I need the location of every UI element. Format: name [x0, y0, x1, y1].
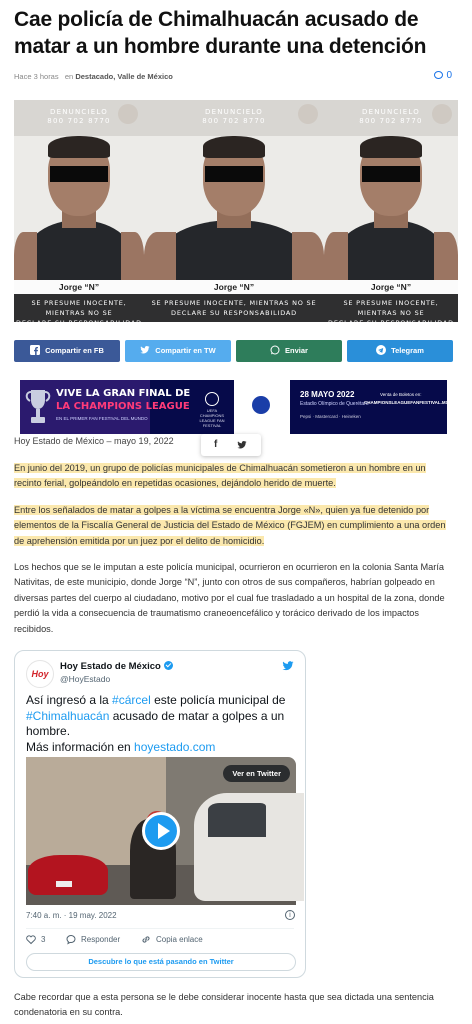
ad-tickets-site: CHAMPIONSLEAGUEFANFESTIVAL.MX [364, 400, 449, 405]
presumption-disclaimer: SE PRESUME INOCENTE, MIENTRAS NO SE DECLARE SU RESPONSABILIDAD [144, 294, 324, 322]
share-twitter-button[interactable]: Compartir en TW [125, 340, 231, 362]
tweet-actions [26, 935, 296, 947]
avatar[interactable]: Hoy [26, 660, 54, 688]
heart-icon [26, 935, 36, 944]
suspect-name: Jorge “N” [144, 280, 324, 294]
paragraph-3: Los hechos que se le imputan a este policía municipal, ocurrieron en ocurrieron en la colonia Santa María Nativitas, de este municipio, donde Jorge “N”, junto con otros de sus compañeros, habrían golpeado en diversas partes del cuerpo al ciudadano, motivo por el cual fue trasladado a un hospital de la zona, donde perdió la vida a consecuencia de traumatismo craneoencefálico y torácico derivado de los impactos recibidos. [14, 562, 445, 634]
time-ago: Hace 3 horas [14, 72, 59, 81]
copy-link-label: Copia enlace [156, 935, 203, 944]
censor-bar [205, 166, 263, 182]
ad-sponsors: Pepsi · Mastercard · Heineken [300, 414, 361, 419]
pepsi-logo-icon [252, 396, 270, 414]
pepsi-logo-panel [234, 380, 290, 434]
article-meta [14, 72, 458, 81]
champions-league-ad-banner[interactable] [20, 380, 447, 434]
starball-icon [205, 392, 219, 406]
paragraph-4: Cabe recordar que a esta persona se le debe considerar inocente hasta que sea dictada una sentencia condenatoria en su contra. [14, 992, 434, 1018]
share-telegram-button[interactable]: Telegram [347, 340, 453, 362]
verified-badge-icon [164, 661, 173, 670]
ad-tagline: EN EL PRIMER FAN FESTIVAL DEL MUNDO [56, 416, 148, 421]
comment-count: 0 [446, 70, 452, 81]
hashtag-link[interactable]: #cárcel [112, 693, 151, 707]
paragraph-1 [14, 461, 454, 492]
discover-twitter-button[interactable]: Descubre lo que está pasando en Twitter [26, 953, 296, 971]
suspect-name: Jorge “N” [14, 280, 144, 294]
censor-bar [50, 166, 108, 182]
facebook-icon[interactable]: f [214, 439, 218, 450]
share-whatsapp-button[interactable]: Enviar [236, 340, 342, 362]
tweet-handle[interactable]: @HoyEstado [60, 674, 111, 684]
fgj-logo-icon [298, 104, 318, 124]
category-links[interactable]: Destacado, Valle de México [75, 72, 173, 81]
categories-prefix: en [64, 72, 74, 81]
reply-icon [66, 935, 76, 944]
suspect-name: Jorge “N” [324, 280, 458, 294]
fgj-logo-icon [118, 104, 138, 124]
tweet-timestamp[interactable]: 7:40 a. m. · 19 may. 2022 [26, 911, 117, 920]
info-icon[interactable]: i [285, 910, 295, 920]
mugshot-panel-left: DENUNCIELO 800 702 8770 Jorge “N” SE PRESUME INOCENTE, MIENTRAS NO SE DECLARE SU RESPONSABILIDAD [14, 100, 144, 322]
twitter-bird-icon[interactable] [237, 440, 247, 450]
twitter-bird-icon [140, 345, 150, 355]
mugshot-panel-center: DENUNCIELO 800 702 8770 Jorge “N” SE PRESUME INOCENTE, MIENTRAS NO SE DECLARE SU RESPONSABILIDAD [144, 100, 324, 322]
highlighted-text: Entre los señalados de matar a golpes a la víctima se encuentra Jorge «N», quien ya fue detenido por elementos de la Fiscalía General de Justicia del Estado de México (FGJEM) en cumplimiento a una orden de aprehensión emitida por un juez por el delito de homicidio. [14, 505, 446, 546]
hashtag-link[interactable]: #Chimalhuacán [26, 708, 110, 723]
mugshot-panel-right: DENUNCIELO 800 702 8770 Jorge “N” SE PRESUME INOCENTE, MIENTRAS NO SE DECLARE SU RESPONSABILIDAD [324, 100, 458, 322]
share-facebook-button[interactable]: Compartir en FB [14, 340, 120, 362]
floating-share-bar [201, 434, 261, 456]
facebook-icon [30, 345, 40, 355]
ucl-fan-festival-logo: UEFA CHAMPIONS LEAGUE FAN FESTIVAL [196, 392, 228, 428]
whatsapp-icon [270, 345, 280, 355]
watch-on-twitter-button[interactable]: Ver en Twitter [223, 765, 290, 782]
divider [26, 928, 294, 929]
ad-headline-2: LA CHAMPIONS LEAGUE [56, 401, 190, 412]
tweet-video[interactable] [26, 757, 296, 905]
ad-date: 28 MAYO 2022 [300, 390, 355, 399]
ad-venue: Estadio Olímpico de Querétaro [300, 401, 369, 407]
twitter-bird-icon[interactable] [281, 660, 295, 672]
byline: Hoy Estado de México – mayo 19, 2022 [14, 436, 174, 446]
tweet-text: Así ingresó a la #cárcel este policía municipal de #Chimalhuacán acusado de matar a golpes a un hombre. Más información en hoyestado.com [26, 693, 286, 754]
play-icon[interactable] [142, 812, 180, 850]
tweet-account-name[interactable]: Hoy Estado de México [60, 661, 173, 672]
link-icon [141, 935, 151, 944]
featured-photo [14, 100, 458, 327]
comment-count-link[interactable] [434, 70, 452, 81]
fgj-logo-icon [432, 104, 452, 124]
reply-button[interactable] [66, 935, 120, 944]
reply-label: Responder [81, 935, 121, 944]
trophy-icon [24, 386, 52, 428]
comment-icon [434, 71, 443, 79]
ad-headline-1: VIVE LA GRAN FINAL DE [56, 388, 191, 399]
presumption-disclaimer: SE PRESUME INOCENTE, MIENTRAS NO SE DECLARE SU RESPONSABILIDAD [324, 294, 458, 322]
paragraph-2 [14, 503, 454, 549]
article-title: Cae policía de Chimalhuacán acusado de matar a un hombre durante una detención [14, 8, 427, 58]
presumption-disclaimer: SE PRESUME INOCENTE, MIENTRAS NO SE DECLARE SU RESPONSABILIDAD [14, 294, 144, 322]
highlighted-text: En junio del 2019, un grupo de policías municipales de Chimalhuacán sometieron a un hombre en un recinto ferial, golpeándolo en repetidas ocasiones, dejándolo herido de muerte. [14, 463, 426, 489]
like-count: 3 [41, 935, 46, 944]
like-button[interactable] [26, 935, 45, 944]
ad-tickets-label: Venta de Boletos en: [380, 392, 422, 397]
copy-link-button[interactable] [141, 935, 203, 944]
telegram-icon [376, 345, 386, 355]
censor-bar [362, 166, 420, 182]
embedded-tweet[interactable] [14, 650, 306, 978]
tweet-url-link[interactable]: hoyestado.com [134, 739, 216, 754]
